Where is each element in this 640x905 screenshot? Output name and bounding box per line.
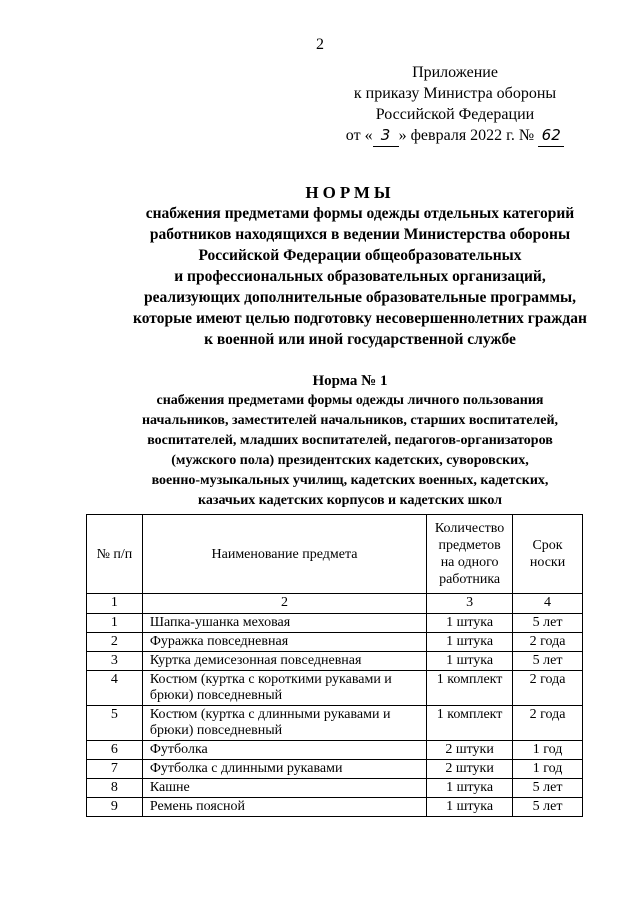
item-quantity: 1 комплект — [427, 706, 513, 741]
subtitle-line: к военной или иной государственной службе — [204, 331, 516, 348]
row-number: 6 — [87, 741, 143, 760]
table-row — [87, 671, 583, 706]
header-item-name: Наименование предмета — [142, 515, 426, 594]
item-quantity: 1 штука — [427, 614, 513, 633]
document-title: НОРМЫ — [305, 183, 395, 202]
appendix-line-1: Приложение — [412, 64, 498, 81]
item-term: 5 лет — [513, 652, 583, 671]
item-term: 2 года — [513, 671, 583, 706]
column-number: 1 — [87, 594, 143, 614]
subtitle-line: и профессиональных образовательных организаций, — [174, 268, 546, 285]
header-number: № п/п — [87, 515, 143, 594]
subtitle-line: которые имеют целью подготовку несовершеннолетних граждан — [133, 310, 587, 327]
item-term: 2 года — [513, 706, 583, 741]
row-number: 5 — [87, 706, 143, 741]
item-term: 5 лет — [513, 798, 583, 817]
date-mid: » февраля 2022 г. № — [398, 127, 535, 144]
table-row — [87, 779, 583, 798]
date-day: 3 — [373, 125, 399, 147]
item-name: Кашне — [142, 779, 426, 798]
table-row — [87, 614, 583, 633]
order-number: 62 — [538, 125, 564, 147]
item-term: 1 год — [513, 760, 583, 779]
norm-line: казачьих кадетских корпусов и кадетских школ — [197, 493, 503, 508]
item-quantity: 2 штуки — [427, 760, 513, 779]
item-name: Футболка с длинными рукавами — [142, 760, 426, 779]
item-name: Костюм (куртка с короткими рукавами и брюки) повседневный — [142, 671, 426, 706]
table-column-numbers-row — [87, 594, 583, 614]
norm-line: (мужского пола) президентских кадетских, суворовских, — [171, 453, 529, 468]
subtitle-line: Российской Федерации общеобразовательных — [198, 247, 522, 264]
item-name: Костюм (куртка с длинными рукавами и брюки) повседневный — [142, 706, 426, 741]
norm-line: военно-музыкальных училищ, кадетских военных, кадетских, — [151, 473, 549, 488]
norms-table — [86, 514, 583, 817]
norm-title: Норма № 1 — [312, 373, 388, 389]
column-number: 3 — [427, 594, 513, 614]
row-number: 9 — [87, 798, 143, 817]
row-number: 8 — [87, 779, 143, 798]
table-header-row — [87, 515, 583, 594]
appendix-date-line — [330, 125, 580, 147]
table-row — [87, 633, 583, 652]
header-quantity: Количество предметов на одного работника — [427, 515, 513, 594]
item-name: Шапка-ушанка меховая — [142, 614, 426, 633]
norm-line: начальников, заместителей начальников, старших воспитателей, — [141, 413, 559, 428]
item-term: 5 лет — [513, 614, 583, 633]
item-quantity: 1 штука — [427, 633, 513, 652]
row-number: 2 — [87, 633, 143, 652]
norm-description — [95, 391, 605, 511]
item-name: Фуражка повседневная — [142, 633, 426, 652]
row-number: 4 — [87, 671, 143, 706]
appendix-line-3: Российской Федерации — [375, 106, 535, 123]
appendix-line-2: к приказу Министра обороны — [353, 85, 557, 102]
page-number: 2 — [316, 36, 324, 53]
table-row — [87, 706, 583, 741]
norm-line: воспитателей, младших воспитателей, педагогов-организаторов — [147, 433, 553, 448]
table-row — [87, 798, 583, 817]
subtitle-line: работников находящихся в ведении Министерства обороны — [149, 226, 571, 243]
table-row — [87, 652, 583, 671]
item-term: 2 года — [513, 633, 583, 652]
column-number: 2 — [142, 594, 426, 614]
table-row — [87, 760, 583, 779]
table-row — [87, 741, 583, 760]
item-quantity: 1 штука — [427, 779, 513, 798]
row-number: 3 — [87, 652, 143, 671]
item-term: 5 лет — [513, 779, 583, 798]
item-name: Футболка — [142, 741, 426, 760]
appendix-block — [330, 62, 580, 147]
subtitle-line: реализующих дополнительные образовательные программы, — [143, 289, 577, 306]
item-term: 1 год — [513, 741, 583, 760]
item-quantity: 1 комплект — [427, 671, 513, 706]
item-name: Ремень поясной — [142, 798, 426, 817]
item-quantity: 1 штука — [427, 798, 513, 817]
document-subtitle — [80, 203, 640, 350]
date-prefix: от « — [345, 127, 373, 144]
item-name: Куртка демисезонная повседневная — [142, 652, 426, 671]
column-number: 4 — [513, 594, 583, 614]
row-number: 1 — [87, 614, 143, 633]
subtitle-line: снабжения предметами формы одежды отдельных категорий — [145, 205, 575, 222]
norm-line: снабжения предметами формы одежды личного пользования — [156, 393, 544, 408]
row-number: 7 — [87, 760, 143, 779]
item-quantity: 2 штуки — [427, 741, 513, 760]
header-term: Срок носки — [513, 515, 583, 594]
item-quantity: 1 штука — [427, 652, 513, 671]
